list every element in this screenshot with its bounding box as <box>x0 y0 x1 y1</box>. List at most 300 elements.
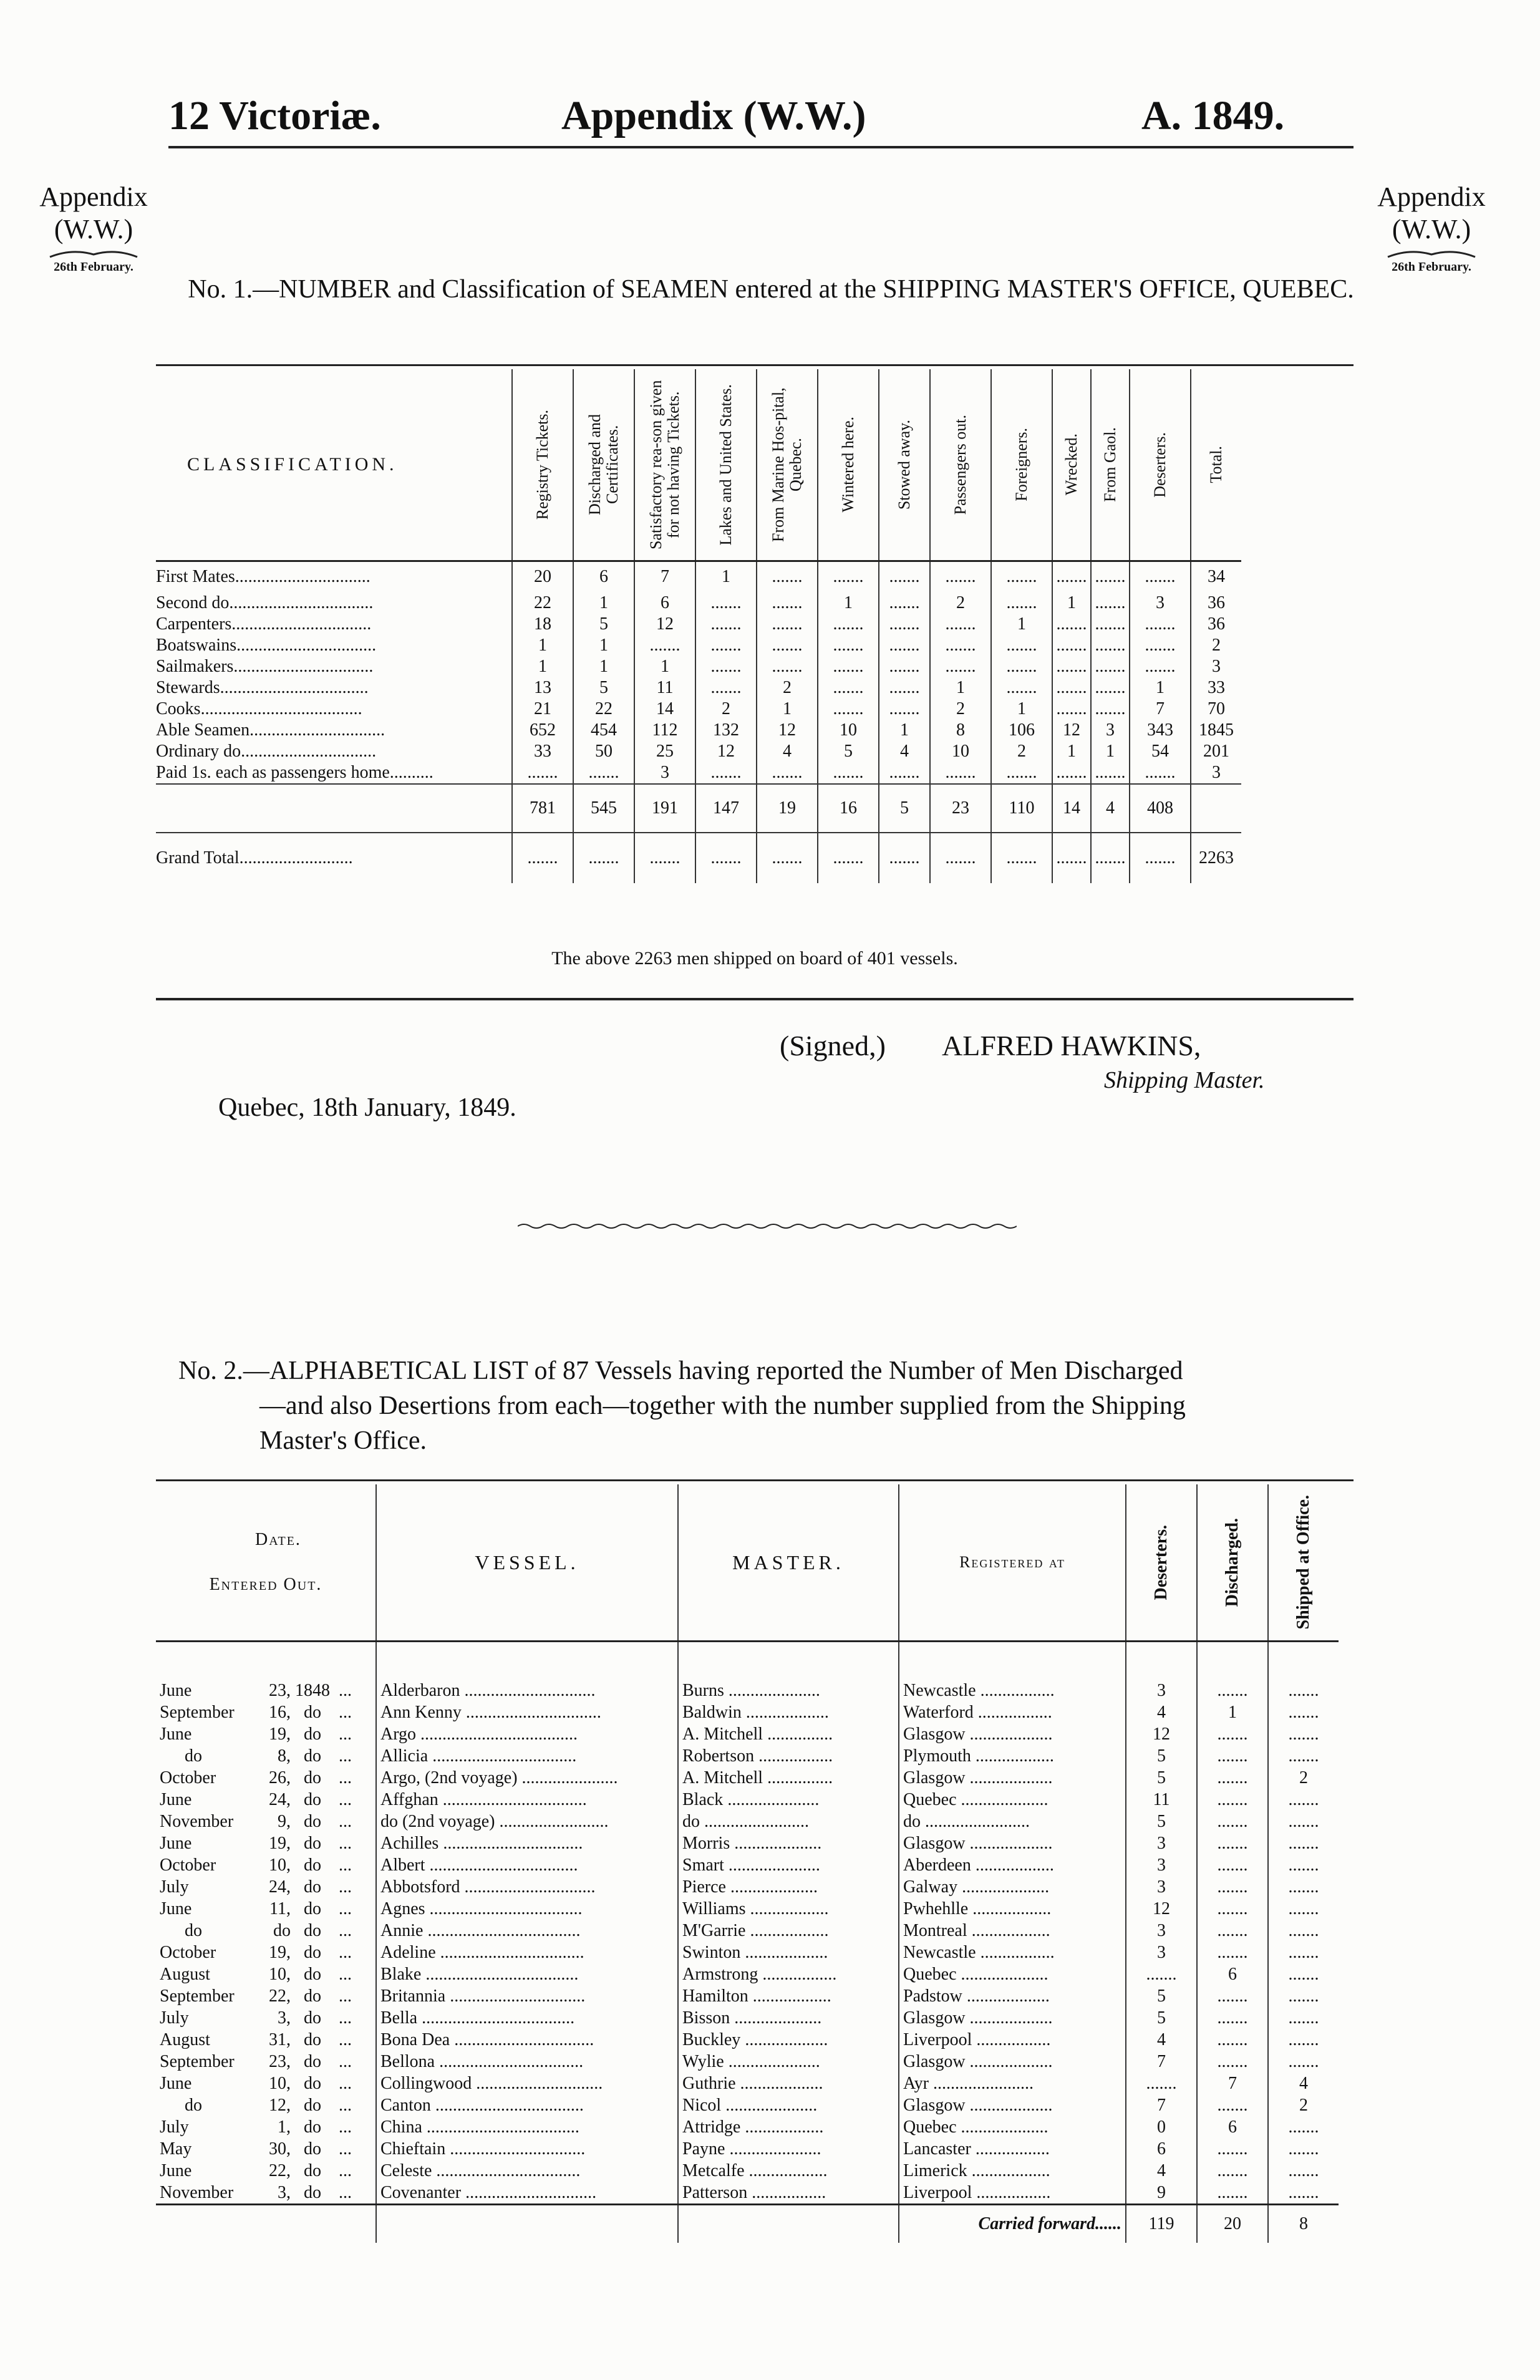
column-header <box>818 369 879 561</box>
date-year: do <box>304 1877 321 1897</box>
table2-top-rule <box>156 1479 1354 1481</box>
table-cell: ....... <box>1052 635 1091 656</box>
date-cell <box>156 1985 376 2007</box>
master-name: Hamilton <box>682 1986 748 2006</box>
grand-total-blank: ....... <box>991 833 1052 883</box>
leader-dots: ... <box>334 2095 352 2115</box>
master-cell: A. Mitchell ............... <box>678 1767 899 1789</box>
table-row <box>156 1789 1339 1811</box>
registered-port: Quebec <box>903 1964 957 1984</box>
table1-note: The above 2263 men shipped on board of 401 vessels. <box>551 948 958 969</box>
leader-dots: ... <box>334 1724 352 1744</box>
table-cell: ....... <box>818 614 879 635</box>
column-header-text: Passengers out. <box>951 414 969 515</box>
date-month: October <box>160 1855 216 1875</box>
date-cell <box>156 2182 376 2205</box>
table-cell: 2 <box>1191 635 1241 656</box>
vessel-name: Agnes <box>380 1899 425 1918</box>
table-cell: 4 <box>757 741 818 762</box>
row-label: Ordinary do............................... <box>156 741 377 761</box>
master-cell: Nicol ..................... <box>678 2094 899 2116</box>
registered-port: do <box>903 1811 921 1831</box>
registered-port: Liverpool <box>903 2029 972 2049</box>
table-row <box>156 1642 1339 1702</box>
vessel-name: do (2nd voyage) <box>380 1811 495 1831</box>
date-month: June <box>160 1899 192 1918</box>
date-month: May <box>160 2139 192 2159</box>
deserters-cell: ....... <box>1126 2073 1197 2094</box>
shipped-cell: 4 <box>1268 2073 1339 2094</box>
date-year: do <box>304 1833 321 1853</box>
registered-port: Padstow <box>903 1986 962 2006</box>
table-cell: 343 <box>1130 720 1191 741</box>
table-cell: ....... <box>1052 762 1091 784</box>
shipped-cell: ....... <box>1268 1789 1339 1811</box>
date-cell <box>156 2094 376 2116</box>
date-day: 30, <box>269 2139 291 2159</box>
table-cell: ....... <box>1091 762 1130 784</box>
date-cell <box>156 1642 376 1702</box>
discharged-cell: ....... <box>1197 1942 1268 1963</box>
table-row <box>156 1985 1339 2007</box>
leader-dots: ... <box>334 1942 352 1962</box>
table-cell: 1 <box>1130 677 1191 699</box>
table-cell: 1 <box>818 593 879 614</box>
table-cell: ....... <box>1091 561 1130 593</box>
date-cell <box>156 1963 376 1985</box>
table-row <box>156 1854 1339 1876</box>
table-cell: ....... <box>879 561 930 593</box>
registered-port: Quebec <box>903 1789 957 1809</box>
date-year: do <box>304 2182 321 2202</box>
vessel-name: Alderbaron <box>380 1680 460 1700</box>
discharged-header <box>1197 1484 1268 1642</box>
table-cell: ....... <box>1052 614 1091 635</box>
grand-total-blank: ....... <box>695 833 757 883</box>
column-header-text: Discharged and Certificates. <box>586 414 621 515</box>
table2-title-line1: No. 2.—ALPHABETICAL LIST of 87 Vessels having reported the Number of Men Discharged <box>178 1357 1183 1385</box>
registered-port: Quebec <box>903 2117 957 2137</box>
master-cell: Baldwin ................... <box>678 1701 899 1723</box>
vessel-name: Bella <box>380 2008 418 2028</box>
vessel-cell: Blake ................................... <box>376 1963 678 1985</box>
vessel-cell: Canton .................................. <box>376 2094 678 2116</box>
table-cell: 1 <box>634 656 695 677</box>
discharged-cell: ....... <box>1197 1985 1268 2007</box>
total-cell: 545 <box>573 784 634 833</box>
leader-dots: ... <box>334 2117 352 2137</box>
date-cell <box>156 1920 376 1942</box>
discharged-cell: ....... <box>1197 1767 1268 1789</box>
deserters-cell: 5 <box>1126 2007 1197 2029</box>
registered-header <box>899 1484 1126 1642</box>
registered-cell: Glasgow ................... <box>899 2007 1126 2029</box>
date-day: 12, <box>269 2095 291 2115</box>
vessel-cell: China ................................... <box>376 2116 678 2138</box>
table-cell: 12 <box>695 741 757 762</box>
shipped-cell: ....... <box>1268 2138 1339 2160</box>
date-year: do <box>304 1920 321 1940</box>
date-day: 22, <box>269 2160 291 2180</box>
date-year: do <box>304 2029 321 2049</box>
date-day: 24, <box>269 1789 291 1809</box>
grand-total-row <box>156 833 1241 883</box>
vessel-cell: Britannia ............................... <box>376 1985 678 2007</box>
table-row <box>156 1876 1339 1898</box>
classification-header: CLASSIFICATION. <box>156 369 512 561</box>
table-row <box>156 2182 1339 2205</box>
master-cell: Morris .................... <box>678 1832 899 1854</box>
registered-port: Glasgow <box>903 1768 966 1787</box>
date-cell <box>156 1767 376 1789</box>
table-cell: ....... <box>879 677 930 699</box>
date-cell <box>156 1789 376 1811</box>
registered-port: Liverpool <box>903 2182 972 2202</box>
grand-total-blank: ....... <box>757 833 818 883</box>
leader-dots: ... <box>334 1680 352 1700</box>
table-cell: 12 <box>757 720 818 741</box>
date-day: 19, <box>269 1724 291 1744</box>
table-cell: 12 <box>634 614 695 635</box>
total-cell: 147 <box>695 784 757 833</box>
master-cell: Swinton ................... <box>678 1942 899 1963</box>
table-cell: 132 <box>695 720 757 741</box>
table-row <box>156 2073 1339 2094</box>
date-month: June <box>160 1789 192 1809</box>
table-row <box>156 1942 1339 1963</box>
column-header-text: Foreigners. <box>1012 428 1030 501</box>
deserters-cell: 0 <box>1126 2116 1197 2138</box>
table-cell: 1 <box>573 593 634 614</box>
date-year: do <box>304 2051 321 2071</box>
deserters-cell: 5 <box>1126 1745 1197 1767</box>
deserters-cell: 5 <box>1126 1811 1197 1832</box>
vessel-name: Canton <box>380 2095 431 2115</box>
brace-icon <box>1385 246 1478 259</box>
master-cell: Hamilton .................. <box>678 1985 899 2007</box>
date-day: 11, <box>269 1899 291 1918</box>
table-cell: ....... <box>818 677 879 699</box>
discharged-cell: 6 <box>1197 2116 1268 2138</box>
vessel-cell: Ann Kenny ............................... <box>376 1701 678 1723</box>
registered-cell: Quebec .................... <box>899 2116 1126 2138</box>
leader-dots: ... <box>334 1702 352 1722</box>
vessel-name: Collingwood <box>380 2073 472 2093</box>
vessel-name: Celeste <box>380 2160 432 2180</box>
master-cell: Metcalfe .................. <box>678 2160 899 2182</box>
table-cell: 3 <box>1091 720 1130 741</box>
table-cell: 5 <box>818 741 879 762</box>
vessel-name: Achilles <box>380 1833 439 1853</box>
registered-port: Glasgow <box>903 1833 966 1853</box>
carried-forward-row <box>156 2205 1339 2243</box>
discharged-cell: 7 <box>1197 2073 1268 2094</box>
grand-total-blank: ....... <box>930 833 991 883</box>
deserters-cell: 4 <box>1126 2029 1197 2051</box>
deserters-cell: 3 <box>1126 1642 1197 1702</box>
date-year: do <box>304 2160 321 2180</box>
registered-cell: do ........................ <box>899 1811 1126 1832</box>
vessel-cell: Covenanter .............................. <box>376 2182 678 2205</box>
date-month: October <box>160 1768 216 1787</box>
registered-cell: Glasgow ................... <box>899 1767 1126 1789</box>
date-cell <box>156 1745 376 1767</box>
date-month: August <box>160 1964 210 1984</box>
shipped-cell: ....... <box>1268 1985 1339 2007</box>
vessel-cell: Alderbaron .............................. <box>376 1642 678 1702</box>
master-cell: Armstrong ................. <box>678 1963 899 1985</box>
side-note-left <box>25 181 162 274</box>
table-cell: ....... <box>1130 762 1191 784</box>
column-header <box>512 369 573 561</box>
deserters-cell: 3 <box>1126 1876 1197 1898</box>
registered-cell: Glasgow ................... <box>899 2094 1126 2116</box>
total-cell <box>1191 784 1241 833</box>
registered-cell: Padstow ................... <box>899 1985 1126 2007</box>
total-cell: 781 <box>512 784 573 833</box>
date-month: June <box>160 1680 192 1700</box>
discharged-cell: ....... <box>1197 1789 1268 1811</box>
discharged-cell: ....... <box>1197 2051 1268 2073</box>
master-cell: Pierce .................... <box>678 1876 899 1898</box>
date-header-line1: Date. <box>255 1530 301 1549</box>
registered-port: Plymouth <box>903 1746 971 1766</box>
column-header-text: Total. <box>1207 446 1225 483</box>
total-cell: 408 <box>1130 784 1191 833</box>
leader-dots: ... <box>334 2139 352 2159</box>
table-cell: ....... <box>1091 593 1130 614</box>
leader-dots: ... <box>334 1986 352 2006</box>
grand-total-blank: ....... <box>818 833 879 883</box>
deserters-cell: 5 <box>1126 1985 1197 2007</box>
deserters-header-text: Deserters. <box>1151 1524 1171 1600</box>
discharged-cell: ....... <box>1197 1876 1268 1898</box>
deserters-cell: 7 <box>1126 2051 1197 2073</box>
table-cell: 201 <box>1191 741 1241 762</box>
table1-header-row <box>156 369 1241 561</box>
date-month: November <box>160 2182 234 2202</box>
table-cell: ....... <box>695 762 757 784</box>
table-cell: 6 <box>634 593 695 614</box>
table-cell: ....... <box>818 656 879 677</box>
shipped-cell: ....... <box>1268 1811 1339 1832</box>
table-cell: 1 <box>991 614 1052 635</box>
registered-cell: Ayr ....................... <box>899 2073 1126 2094</box>
side-note-line1: Appendix <box>1377 181 1486 212</box>
date-cell <box>156 2051 376 2073</box>
registered-cell: Glasgow ................... <box>899 1832 1126 1854</box>
leader-dots: ... <box>334 1920 352 1940</box>
date-year: do <box>304 2095 321 2115</box>
table-row <box>156 2116 1339 2138</box>
column-header-text: Wintered here. <box>839 417 857 513</box>
table-cell: 1 <box>930 677 991 699</box>
side-note-date: 26th February. <box>54 260 133 274</box>
table-cell: 2 <box>757 677 818 699</box>
header-right: A. 1849. <box>1141 93 1285 138</box>
master-name: Guthrie <box>682 2073 736 2093</box>
table-cell: 8 <box>930 720 991 741</box>
registered-cell: Montreal .................. <box>899 1920 1126 1942</box>
date-year: do <box>304 2139 321 2159</box>
date-year: do <box>304 1811 321 1831</box>
table-cell: ....... <box>695 614 757 635</box>
deserters-cell: 3 <box>1126 1832 1197 1854</box>
deserters-cell: ....... <box>1126 1963 1197 1985</box>
carried-forward-label: Carried forward...... <box>899 2205 1126 2243</box>
master-name: Buckley <box>682 2029 741 2049</box>
table-cell: 1 <box>1091 741 1130 762</box>
registered-port: Lancaster <box>903 2139 971 2159</box>
registered-port: Glasgow <box>903 1724 966 1744</box>
vessel-name: Chieftain <box>380 2139 446 2159</box>
table-cell: 3 <box>1191 656 1241 677</box>
master-cell: Robertson ................. <box>678 1745 899 1767</box>
grand-total-label: Grand Total.......................... <box>156 833 512 883</box>
registered-cell: Limerick .................. <box>899 2160 1126 2182</box>
table-cell: 22 <box>573 699 634 720</box>
table-cell: ....... <box>879 656 930 677</box>
date-year: do <box>304 1789 321 1809</box>
signatory-name: ALFRED HAWKINS, <box>942 1030 1201 1062</box>
table-cell: ....... <box>757 762 818 784</box>
table-cell: ....... <box>930 635 991 656</box>
column-header <box>1052 369 1091 561</box>
date-month: July <box>160 2008 189 2028</box>
master-cell: Buckley ................... <box>678 2029 899 2051</box>
registered-port: Newcastle <box>903 1942 976 1962</box>
date-cell <box>156 2138 376 2160</box>
vessel-cell: Chieftain ............................... <box>376 2138 678 2160</box>
master-name: Williams <box>682 1899 746 1918</box>
registered-port: Glasgow <box>903 2008 966 2028</box>
table-row <box>156 2094 1339 2116</box>
table-cell: ....... <box>634 635 695 656</box>
side-note-line2: (W.W.) <box>1392 214 1471 244</box>
carried-forward-deserters: 119 <box>1126 2205 1197 2243</box>
date-month: July <box>160 1877 189 1897</box>
table-row <box>156 1811 1339 1832</box>
discharged-cell: ....... <box>1197 2094 1268 2116</box>
date-cell <box>156 1832 376 1854</box>
shipped-cell: ....... <box>1268 2029 1339 2051</box>
table2-title <box>178 1353 1351 1458</box>
deserters-cell: 12 <box>1126 1723 1197 1745</box>
date-day: 10, <box>269 1855 291 1875</box>
table-cell: ....... <box>757 614 818 635</box>
column-header <box>1091 369 1130 561</box>
table-cell: 33 <box>512 741 573 762</box>
date-cell <box>156 1723 376 1745</box>
master-name: M'Garrie <box>682 1920 746 1940</box>
master-cell: A. Mitchell ............... <box>678 1723 899 1745</box>
vessel-name: Albert <box>380 1855 425 1875</box>
table-cell: 6 <box>573 561 634 593</box>
blank-cell <box>376 2205 678 2243</box>
date-day: 22, <box>269 1986 291 2006</box>
date-month: June <box>160 2160 192 2180</box>
table-cell: ....... <box>991 656 1052 677</box>
table-cell: 4 <box>879 741 930 762</box>
date-day: 26, <box>269 1768 291 1787</box>
table-row <box>156 1745 1339 1767</box>
table-cell: ....... <box>818 699 879 720</box>
table-cell: ....... <box>818 762 879 784</box>
column-header <box>573 369 634 561</box>
table-row <box>156 1723 1339 1745</box>
registered-port: Waterford <box>903 1702 974 1722</box>
table-cell: ....... <box>879 699 930 720</box>
shipped-cell: ....... <box>1268 1876 1339 1898</box>
table-cell: 7 <box>1130 699 1191 720</box>
registered-port: Limerick <box>903 2160 967 2180</box>
table-cell: ....... <box>1052 656 1091 677</box>
date-month: June <box>160 1724 192 1744</box>
leader-dots: ... <box>334 1768 352 1787</box>
discharged-cell: ....... <box>1197 1811 1268 1832</box>
column-header <box>991 369 1052 561</box>
date-month: October <box>160 1942 216 1962</box>
discharged-cell: ....... <box>1197 1745 1268 1767</box>
side-note-line2: (W.W.) <box>54 214 133 244</box>
registered-cell: Quebec .................... <box>899 1789 1126 1811</box>
table-cell: ....... <box>695 656 757 677</box>
table-cell: 1 <box>512 656 573 677</box>
shipped-cell: ....... <box>1268 2182 1339 2205</box>
date-cell <box>156 1701 376 1723</box>
leader-dots: ... <box>334 1899 352 1918</box>
vessel-cell: do (2nd voyage) ......................... <box>376 1811 678 1832</box>
master-name: Robertson <box>682 1746 755 1766</box>
row-label: Able Seamen............................... <box>156 720 385 740</box>
date-year: do <box>304 1964 321 1984</box>
table-row <box>156 635 1241 656</box>
column-header-text: Registry Tickets. <box>533 409 551 520</box>
table-cell: 1 <box>512 635 573 656</box>
shipped-cell: ....... <box>1268 2116 1339 2138</box>
table-row <box>156 2051 1339 2073</box>
date-year: do <box>304 1702 321 1722</box>
total-cell: 16 <box>818 784 879 833</box>
vessel-cell: Affghan ................................. <box>376 1789 678 1811</box>
shipped-cell: ....... <box>1268 2051 1339 2073</box>
grand-total-value: 2263 <box>1191 833 1241 883</box>
table-cell: 70 <box>1191 699 1241 720</box>
total-cell: 14 <box>1052 784 1091 833</box>
table-cell: ....... <box>1052 699 1091 720</box>
leader-dots: ... <box>334 1746 352 1766</box>
date-month: June <box>160 2073 192 2093</box>
date-day: 10, <box>269 1964 291 1984</box>
table-row <box>156 2007 1339 2029</box>
table-cell: 1845 <box>1191 720 1241 741</box>
registered-port: Glasgow <box>903 2051 966 2071</box>
table1-bottom-rule <box>156 998 1354 1000</box>
vessel-name: Adeline <box>380 1942 436 1962</box>
column-header <box>634 369 695 561</box>
leader-dots: ... <box>334 2182 352 2202</box>
table-cell: 10 <box>818 720 879 741</box>
column-header <box>1130 369 1191 561</box>
table-cell: ....... <box>1130 561 1191 593</box>
table-cell: ....... <box>879 762 930 784</box>
master-cell: Guthrie ................... <box>678 2073 899 2094</box>
master-name: do <box>682 1811 700 1831</box>
date-day: 31, <box>269 2029 291 2049</box>
date-day: 19, <box>269 1942 291 1962</box>
shipped-cell: ....... <box>1268 1920 1339 1942</box>
master-header: MASTER. <box>678 1484 899 1642</box>
